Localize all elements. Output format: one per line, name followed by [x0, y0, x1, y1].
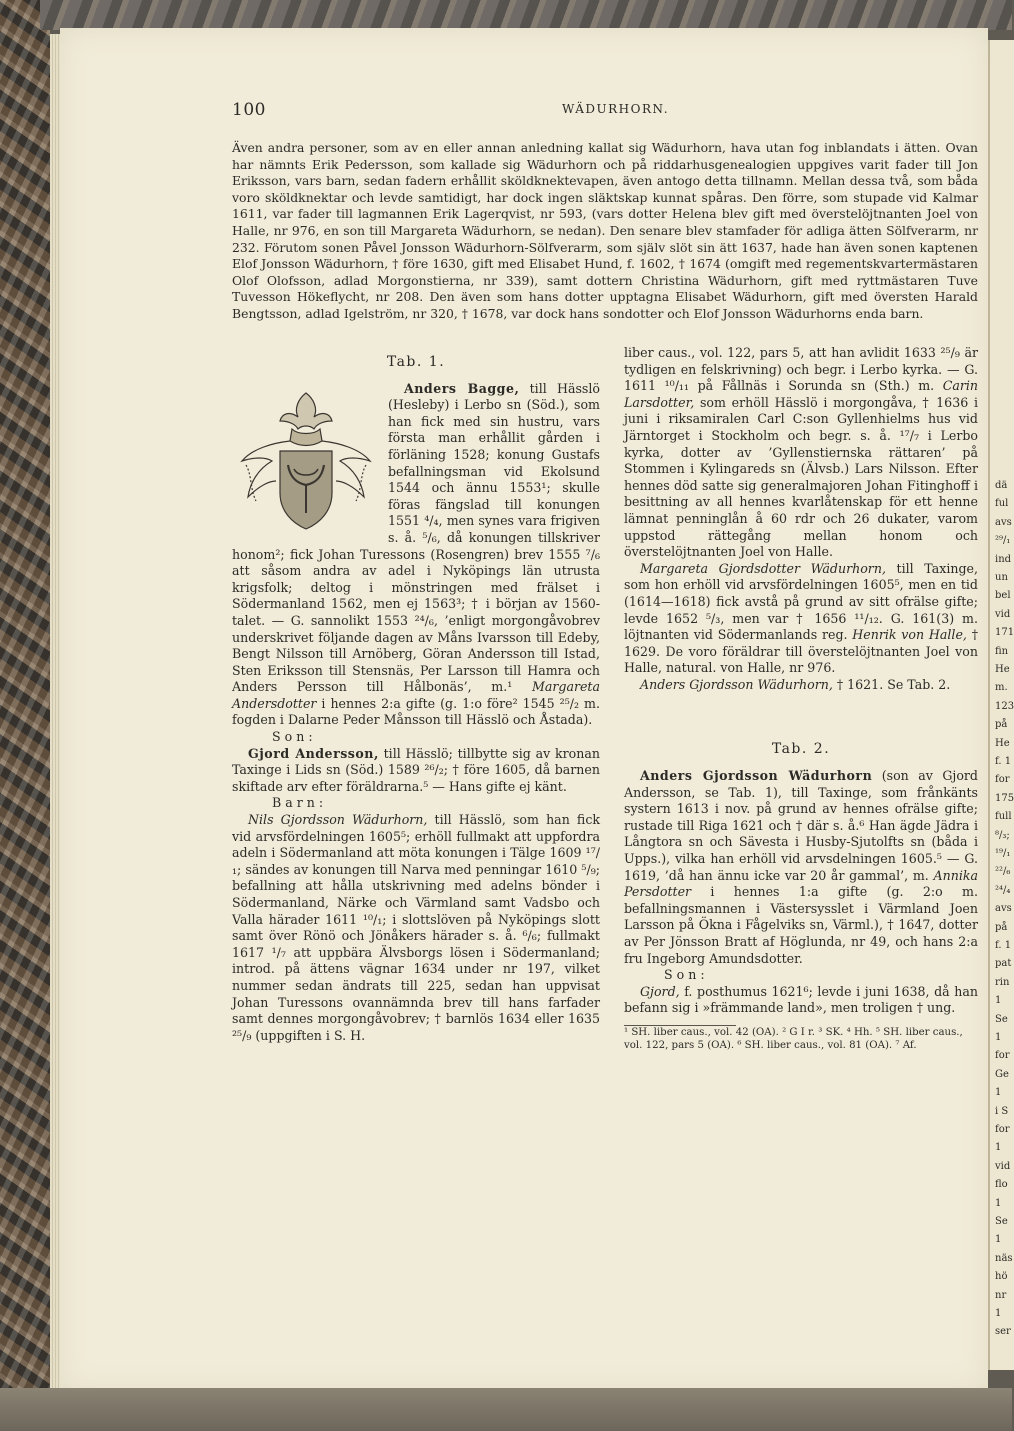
person-name: Henrik von Halle, — [852, 627, 967, 643]
next-page-fragment: nr — [995, 1289, 1007, 1301]
next-page-fragment: for — [995, 1050, 1010, 1062]
entry-text: till Hässlö (Hesleby) i Lerbo sn (Söd.), som han fick med sin hustru, vars första man erhållit gården i förläning 1528; konung Gustafs befallningsman vid Ekolsund 1544 och ännu 1553¹; skulle föras fängslad till konungen 1551 ⁴/₄, men synes vara frigiven s. å. ⁵/₆, då konungen tillskriver honom²; fick Johan Turessons (Rosengren) brev 1555 ⁷/₆ att såsom andra av adel i Nyköpings län utrusta krigsfolk; deltog i mönstringen med frälset i Södermanland 1562, men ej 1563³; † i början av 1560-talet. — G. sannolikt 1553 ²⁴/₆, ’enligt morgongåvobrev underskrivet följande dagen av Måns Ivarsson till Edeby, Bengt Nilsson till Arnöberg, Göran Andersson till Istad, Sten Eriksson till Stensnäs, Per Larsson till Hamra och Anders Persson till Hålbonäs’, m.¹ — [232, 380, 600, 695]
next-page-fragment: 1 — [995, 995, 1002, 1007]
entry-text: till Hässlö; tillbytte sig av kronan Taxinge i Lids sn (Söd.) 1589 ²⁶/₂; † före 1605, då barnen skiftade arv efter föräldrarna.⁵ — Hans gifte ej känt. — [232, 745, 600, 794]
next-page-fragment: pat — [995, 958, 1012, 970]
child-entry — [232, 812, 600, 1044]
entry-text: f. posthumus 1621⁶; levde i juni 1638, då han befann sig i »främmande land», men troligen † ung. — [624, 983, 978, 1016]
left-column — [232, 348, 600, 1044]
entry-text: † 1629. De voro föräldrar till överstelöjtnanten Joel von Halle, natural. von Halle, nr 976. — [624, 627, 978, 676]
person-name: Carin Larsdotter, — [624, 378, 978, 410]
next-page-fragment: Se — [995, 1013, 1008, 1025]
entry-text: till Taxinge, som hon erhöll vid arvsfördelningen 1605⁵, men en tid (1614—1618) fick avstå på grund av sitt ofrälse gifte; levde 1652 ⁵/₃, men var † 1656 ¹¹/₁₂. G. 161(3) m. löjtnanten vid Södermanlands reg. — [624, 560, 978, 643]
next-page-fragment: f. 1 — [995, 756, 1012, 767]
son-label: Son: — [664, 967, 709, 983]
next-page-fragment: 175 — [995, 792, 1014, 804]
person-name: Anders Gjordsson Wädurhorn — [640, 768, 873, 784]
continued-entry — [624, 345, 978, 561]
son-entry — [624, 984, 978, 1017]
book-bottom-edge — [0, 1388, 1012, 1431]
next-page-fragment: 1 — [995, 1032, 1002, 1043]
next-page-fragment: dä — [995, 480, 1008, 491]
next-page-fragment: ser — [995, 1326, 1011, 1338]
footnotes: ¹ SH. liber caus., vol. 42 (OA). ² G I r. ³ SK. ⁴ Hh. ⁵ SH. liber caus., vol. 122, pars 5 (OA). ⁶ SH. liber caus., vol. 81 (OA). ⁷ Af. — [624, 1026, 963, 1051]
child-entry — [624, 677, 978, 694]
next-page-fragment: full — [995, 811, 1012, 823]
person-name: Nils Gjordsson Wädurhorn, — [248, 812, 428, 828]
tab1-heading: Tab. 1. — [386, 354, 446, 370]
next-page-fragment: ful — [995, 498, 1009, 510]
next-page-fragment: ⁸/₃; — [995, 829, 1010, 841]
entry-text: till Hässlö, som han fick vid arvsfördelningen 1605⁵; erhöll fullmakt att uppfordra adeln i Södermanland att möta konungen i Tälge 1609 ¹⁷/₁; sändes av konungen till Narva med penningar 1610 ⁵/₉; befallning att hålla utskrivning med adelns bönder i Södermanland, Närke och Värmland samt Vadsbo och Valla härader 1611 ¹⁰/₁; i slottslöven på Nyköpings slott samt över Rönö och Jönåkers härader s. å. ⁶/₆; fullmakt 1617 ¹/₇ att uppbära Älvsborgs lösen i Södermanland; introd. på ättens vägnar 1634 under nr 197, vilket nummer sedan ändrats till 225, sedan han uppvisat Johan Turessons ovannämnda brev till hans farfader samt dennes morgongåvobrev; † barnlös 1634 eller 1635 ²⁵/₉ (uppgiften i S. H. — [232, 812, 601, 1043]
entry-text: liber caus., vol. 122, pars 5, att han avlidit 1633 ²⁵/₉ är tydligen en felskrivning) och begr. i Lerbo kyrka. — G. 1611 ¹⁰/₁₁ på Fållnäs i Sorunda sn (Sth.) m. — [624, 345, 978, 394]
person-name: Margareta Gjordsdotter Wädurhorn, — [640, 560, 886, 576]
person-name: Gjord, — [640, 983, 680, 999]
next-page-fragment: vid — [995, 1160, 1011, 1172]
next-page-edge — [988, 40, 1014, 1370]
next-page-fragment: fin — [995, 645, 1009, 657]
children-label: Barn: — [272, 795, 328, 811]
book-top-edge — [40, 0, 1012, 30]
next-page-fragment: 1 — [995, 1308, 1002, 1319]
intro-text: Även andra personer, som av en eller annan anledning kallat sig Wädurhorn, hava utan fog inblandats i ätten. Ovan har nämnts Erik Pedersson, som kallade sig Wädurhorn och på riddarhusgenealogien uppgives varit fader till Jon Eriksson, vars barn, sedan fadern erhållit sköldknektevapen, även antogo detta tillnamn. Mellan dessa två, som båda voro sköldknektar och levde samtidigt, har dock ingen släktskap kunnat spåras. Den förre, som stupade vid Kalmar 1611, var fader till lagmannen Erik Lagerqvist, nr 593, (vars dotter Helena blev gift med överstelöjtnanten Joel von Halle, nr 976, en son till Margareta Wädurhorn, se nedan). Den senare blev stamfader för adliga ätten Sölfverarm, nr 232. Förutom sonen Påvel Jonsson Wädurhorn-Sölfverarm, som själv slöt sin ätt 1637, hade han även sonen kaptenen Elof Jonsson Wädurhorn, † före 1630, gift med Elisabet Hund, f. 1602, † 1674 (omgift med regementskvartermästaren Olof Olofsson, adlad Morgonstierna, nr 339), samt dottern Christina Wädurhorn, gift med ryttmästaren Tuve Tuvesson Hökeflycht, nr 208. Den även som hans dotter upptagna Elisabet Wädurhorn, gift med översten Harald Bengtsson, adlad Igelström, nr 320, † 1678, var dock hans sondotter och Elof Jonsson Wädurhorns enda barn. — [232, 140, 978, 321]
next-page-fragment: 1 — [995, 1197, 1002, 1209]
next-page-fragment: bel — [995, 590, 1011, 602]
running-head — [232, 100, 932, 124]
entry-text: som erhöll Hässlö i morgongåva, † 1636 i juni i riksamiralen Carl C:son Gyllenhielms hus vid Järntorget i Stockholm och begr. s. å. ¹⁷/₇ i Lerbo kyrka, dotter av ’Gyllenstiernska rättaren’ på Stommen i Kylingareds sn (Älvsb.) Lars Nilsson. Efter hennes död satte sig generalmajoren Johan Fitinghoff i besittning av all hennes kvarlåtenskap för ett henne lämnat penninglån å 60 rdr och 26 dukater, varom uppstod rättegång mellan honom och överstelöjtnanten Joel von Halle. — [624, 394, 978, 560]
coat-of-arms-icon — [232, 385, 380, 535]
next-page-fragment: avs — [995, 516, 1012, 528]
tab2-entry — [624, 768, 978, 967]
next-page-fragment: 1 — [995, 1142, 1002, 1154]
next-page-fragment: i S — [995, 1105, 1009, 1117]
next-page-fragment: for — [995, 1124, 1010, 1135]
next-page-fragment: ²²/₆ — [995, 866, 1011, 878]
book-edge — [0, 0, 50, 1431]
next-page-fragment: 1 — [995, 1087, 1002, 1099]
entry-text: i hennes 1:a gifte (g. 2:o m. befallningsmannen i Västersysslet i Värmland Joen Larsson på Ökna i Fågelviks sn, Värml.), † 1647, dotter av Per Jönsson Bratt af Höglunda, nr 49, och hans 2:a fru Ingeborg Amundsdotter. — [624, 884, 978, 966]
next-page-fragment: f. 1 — [995, 940, 1012, 951]
child-entry — [624, 561, 978, 677]
entry-text: † 1621. Se Tab. 2. — [832, 676, 951, 692]
next-page-fragment: Ge — [995, 1068, 1009, 1080]
next-page-fragment: He — [995, 664, 1010, 675]
next-page-fragment: ²⁴/₄ — [995, 884, 1011, 896]
person-name: Annika Persdotter — [624, 867, 978, 900]
next-page-fragment: hö — [995, 1271, 1008, 1283]
right-column — [624, 345, 978, 1052]
next-page-fragment: vid — [995, 608, 1011, 620]
next-page-fragment: for — [995, 774, 1010, 786]
next-page-fragment: flo — [995, 1179, 1008, 1191]
son-label: Son: — [272, 729, 317, 745]
next-page-fragment: på — [995, 921, 1008, 933]
next-page-fragment: näs — [995, 1252, 1013, 1264]
next-page-fragment: m. — [995, 682, 1008, 694]
next-page-fragment: 1 — [995, 1234, 1002, 1246]
entry-text: (son av Gjord Andersson, se Tab. 1), till Taxinge, som frånkänts systern 1613 i nov. på grund av hennes ofrälse gifte; rustade till Riga 1621 och † där s. å.⁶ Han ägde Jädra i Långtora sn och Sävesta i Husby-Sjutolfts sn (båda i Upps.), vilka han erhöll vid arvsdelningen 1605.⁵ — G. 1619, ’då han ännu icke var 20 år gammal’, m. — [624, 768, 978, 883]
next-page-fragment: He — [995, 737, 1010, 749]
next-page-fragment: avs — [995, 903, 1012, 915]
next-page-fragment: 123 — [995, 700, 1014, 712]
next-page-fragment: ind — [995, 553, 1012, 565]
page-number: 100 — [232, 100, 266, 120]
next-page-fragment: un — [995, 572, 1008, 583]
intro-paragraph — [232, 140, 978, 323]
next-page-fragment: ¹⁹/₁ — [995, 848, 1011, 859]
person-name: Gjord Andersson, — [248, 745, 379, 761]
person-name: Margareta Andersdotter — [232, 679, 600, 711]
entry-text: i hennes 2:a gifte (g. 1:o före² 1545 ²⁵/₂ m. fogden i Dalarne Peder Månsson till Hässlö och Åstada). — [232, 695, 600, 728]
next-page-fragment: 171 — [995, 627, 1014, 639]
son-entry — [232, 746, 600, 796]
next-page-fragment: Se — [995, 1216, 1008, 1227]
person-name: Anders Gjordsson Wädurhorn, — [640, 676, 833, 692]
next-page-fragment: på — [995, 719, 1008, 731]
running-title: WÄDURHORN. — [562, 102, 670, 116]
tab2-heading: Tab. 2. — [771, 741, 831, 758]
next-page-fragment: rin — [995, 976, 1010, 988]
next-page-fragment: ²⁹/₁ — [995, 535, 1011, 547]
person-name: Anders Bagge, — [404, 380, 520, 396]
